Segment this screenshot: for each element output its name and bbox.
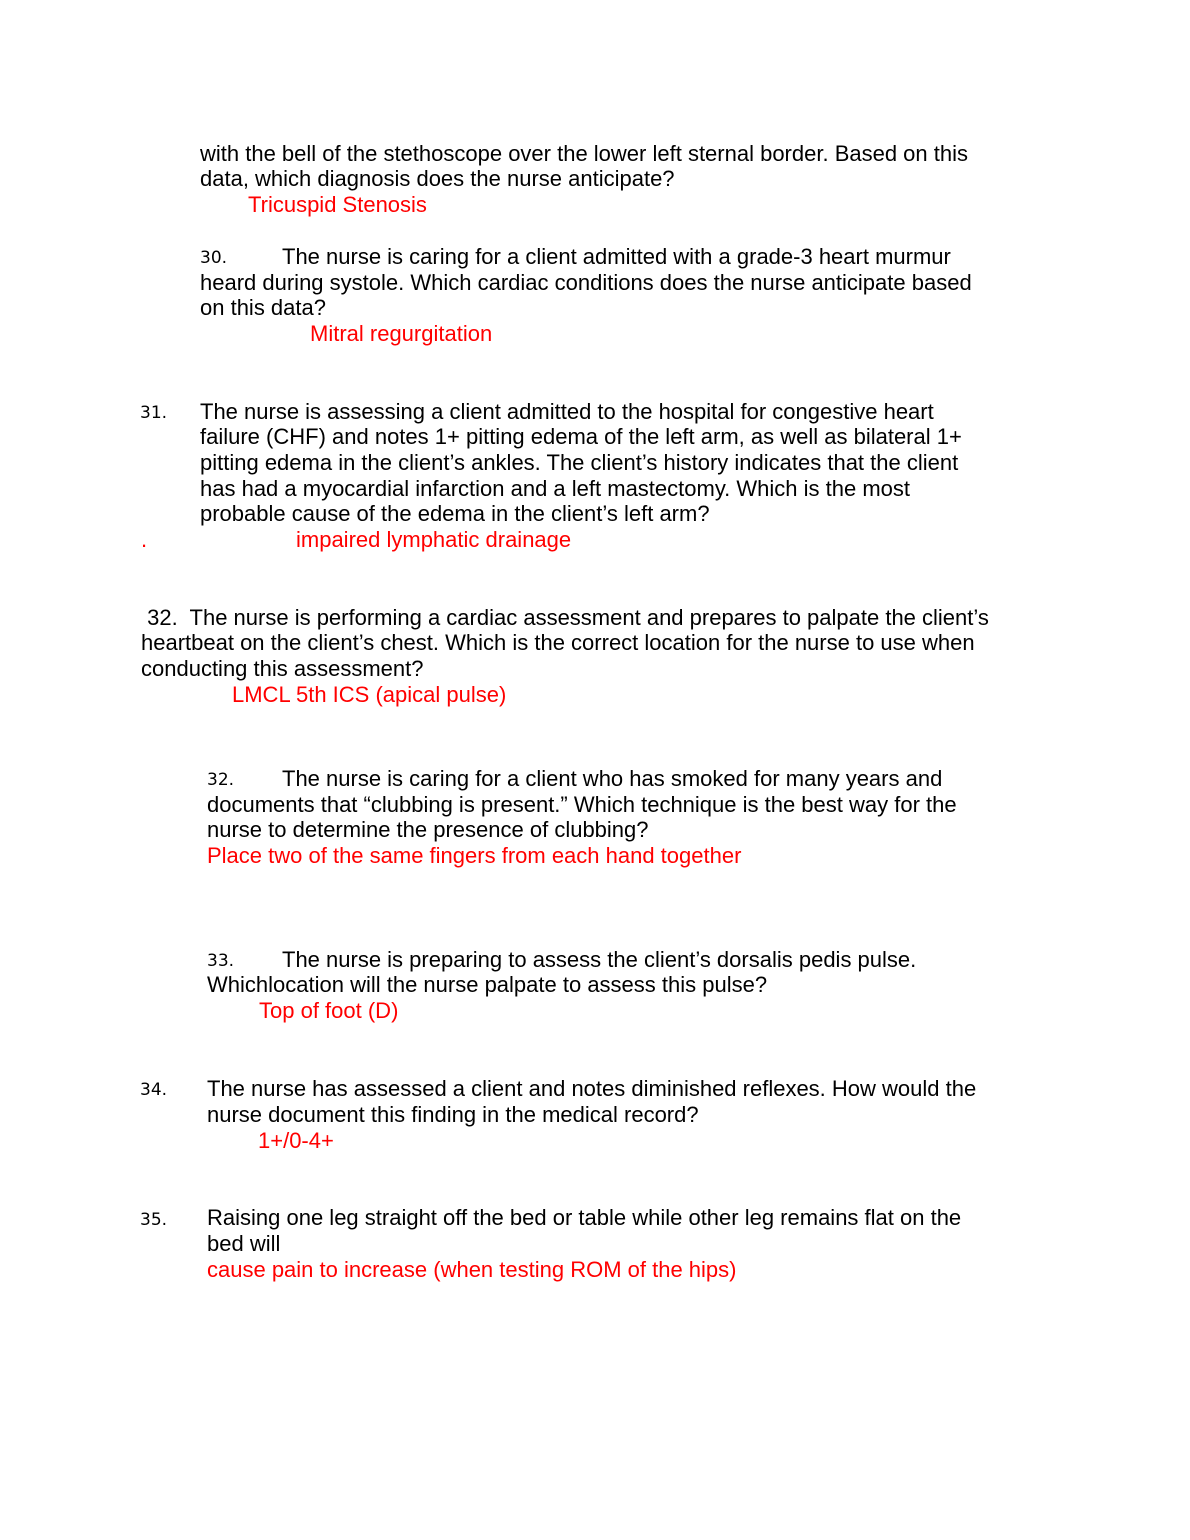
question-number: 30. [200,248,228,268]
answer-text: Place two of the same fingers from each hand together [207,843,742,868]
answer-text: 1+/0-4+ [258,1128,334,1153]
question-text-line: The nurse is preparing to assess the client’s dorsalis pedis pulse. [282,947,917,972]
question-text-line: data, which diagnosis does the nurse anticipate? [200,166,675,191]
question-text-line: The nurse is caring for a client who has smoked for many years and [282,766,943,791]
answer-text: Top of foot (D) [259,998,399,1023]
question-text-line: conducting this assessment? [141,656,424,681]
answer-text: Tricuspid Stenosis [248,192,427,217]
question-number: 33. [207,951,235,971]
question-text-line: The nurse is assessing a client admitted to the hospital for congestive heart [200,399,934,424]
question-text-line: documents that “clubbing is present.” Which technique is the best way for the [207,792,957,817]
question-text-line: pitting edema in the client’s ankles. The client’s history indicates that the client [200,450,959,475]
question-text-line: 32. The nurse is performing a cardiac assessment and prepares to palpate the client’s [141,605,989,630]
answer-text: Mitral regurgitation [310,321,493,346]
question-text-line: on this data? [200,295,326,320]
question-text-line: probable cause of the edema in the client’s left arm? [200,501,710,526]
answer-bullet: . [141,527,148,552]
question-text-line: with the bell of the stethoscope over the lower left sternal border. Based on this [200,141,969,166]
question-text-line: heartbeat on the client’s chest. Which is the correct location for the nurse to use when [141,630,975,655]
question-text-line: failure (CHF) and notes 1+ pitting edema of the left arm, as well as bilateral 1+ [200,424,962,449]
question-number: 31. [140,403,168,423]
question-text-line: heard during systole. Which cardiac conditions does the nurse anticipate based [200,270,972,295]
question-text-line: Raising one leg straight off the bed or table while other leg remains flat on the [207,1205,962,1230]
question-text-line: The nurse is caring for a client admitted with a grade-3 heart murmur [282,244,951,269]
question-text-line: has had a myocardial infarction and a left mastectomy. Which is the most [200,476,911,501]
answer-text: impaired lymphatic drainage [296,527,572,552]
question-number: 35. [140,1210,168,1230]
question-number: 32. [207,770,235,790]
question-text-line: The nurse has assessed a client and notes diminished reflexes. How would the [207,1076,977,1101]
answer-text: cause pain to increase (when testing ROM of the hips) [207,1257,737,1282]
question-text-line: nurse to determine the presence of clubbing? [207,817,649,842]
question-text-line: Whichlocation will the nurse palpate to assess this pulse? [207,972,768,997]
question-text-line: bed will [207,1231,281,1256]
answer-text: LMCL 5th ICS (apical pulse) [232,682,507,707]
question-number: 34. [140,1080,168,1100]
question-text-line: nurse document this finding in the medical record? [207,1102,699,1127]
